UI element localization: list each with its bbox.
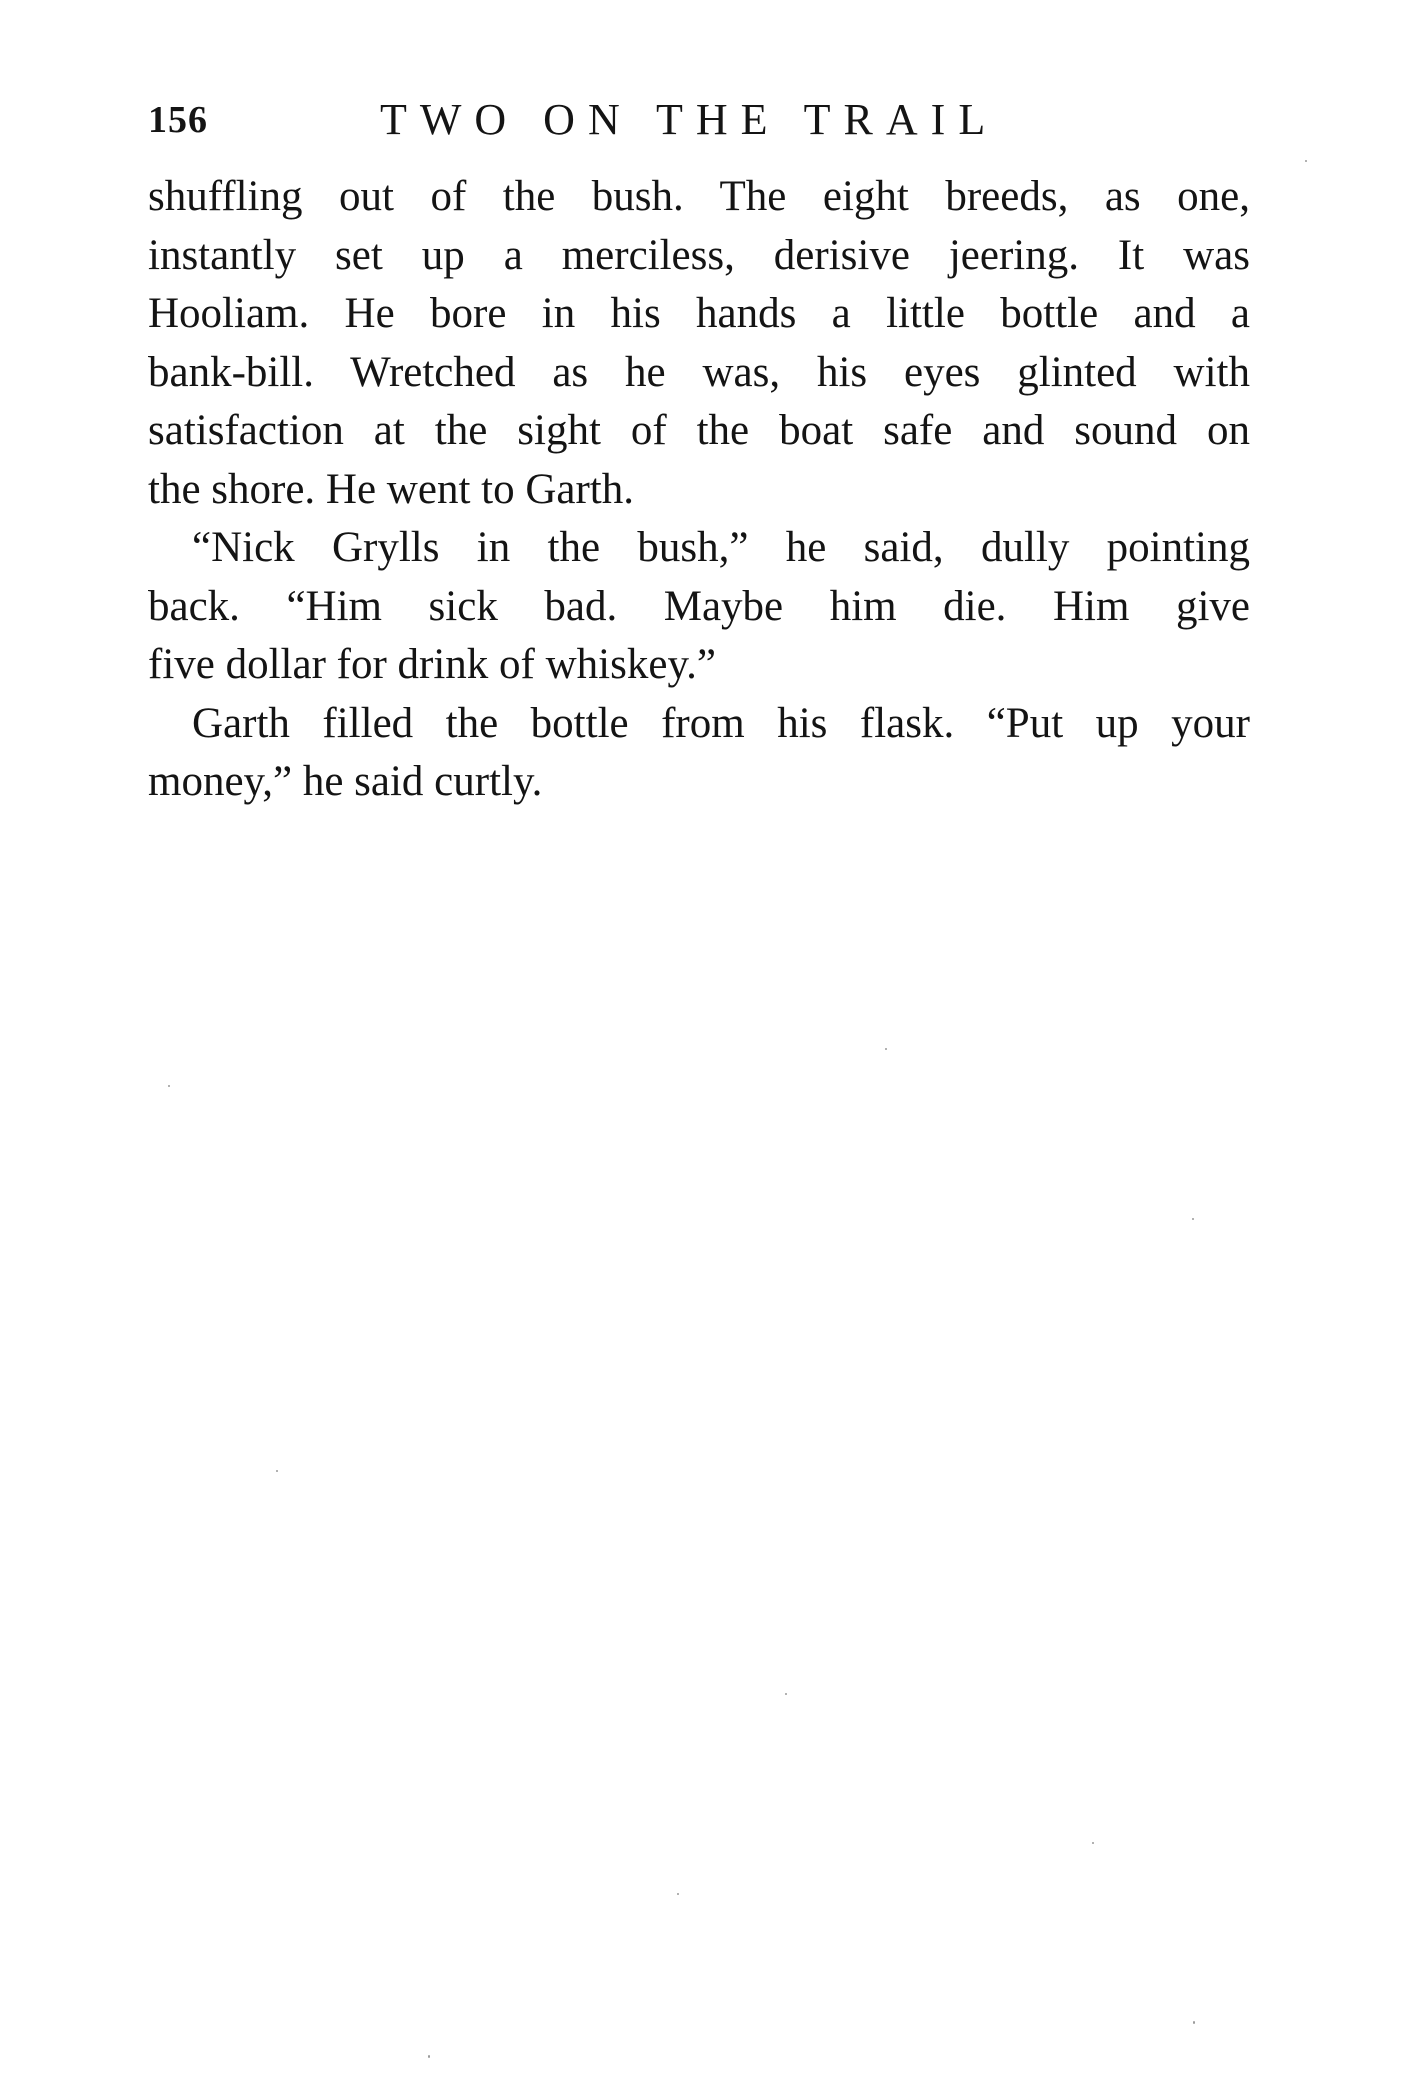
scan-speck [677,1893,679,1895]
text-line: “Nick Grylls in the bush,” he said, dully pointing [192,524,1250,571]
page-number: 156 [148,99,208,141]
scan-speck [428,2055,430,2058]
scan-speck [168,1085,170,1087]
scan-speck [1092,1842,1094,1844]
scan-speck [885,1048,887,1050]
paragraph [148,695,1250,812]
text-line: back. “Him sick bad. Maybe him die. Him give [148,582,1250,630]
running-title: TWO ON THE TRAIL [380,95,999,144]
text-line: bank-bill. Wretched as he was, his eyes glinted with [148,348,1250,396]
scan-speck [1305,160,1307,162]
text-line: Garth filled the bottle from his flask. “Put up your [192,699,1250,747]
scan-speck [1192,1218,1194,1220]
text-line: shuffling out of the bush. The eight breeds, as one, [148,173,1250,220]
text-line: five dollar for drink of whiskey.” [148,641,716,688]
scan-speck [1193,2021,1195,2024]
text-line: instantly set up a merciless, derisive jeering. It was [148,231,1250,279]
text-line: money,” he said curtly. [148,758,543,805]
text-line: Hooliam. He bore in his hands a little bottle and a [148,290,1250,337]
scan-speck [785,1693,787,1695]
body-text [148,168,1250,812]
scan-speck [276,1470,278,1472]
text-line: satisfaction at the sight of the boat safe and sound on [148,407,1250,454]
paragraph [148,168,1250,519]
running-head [148,94,1248,154]
paragraph [148,519,1250,695]
text-line: the shore. He went to Garth. [148,465,634,513]
